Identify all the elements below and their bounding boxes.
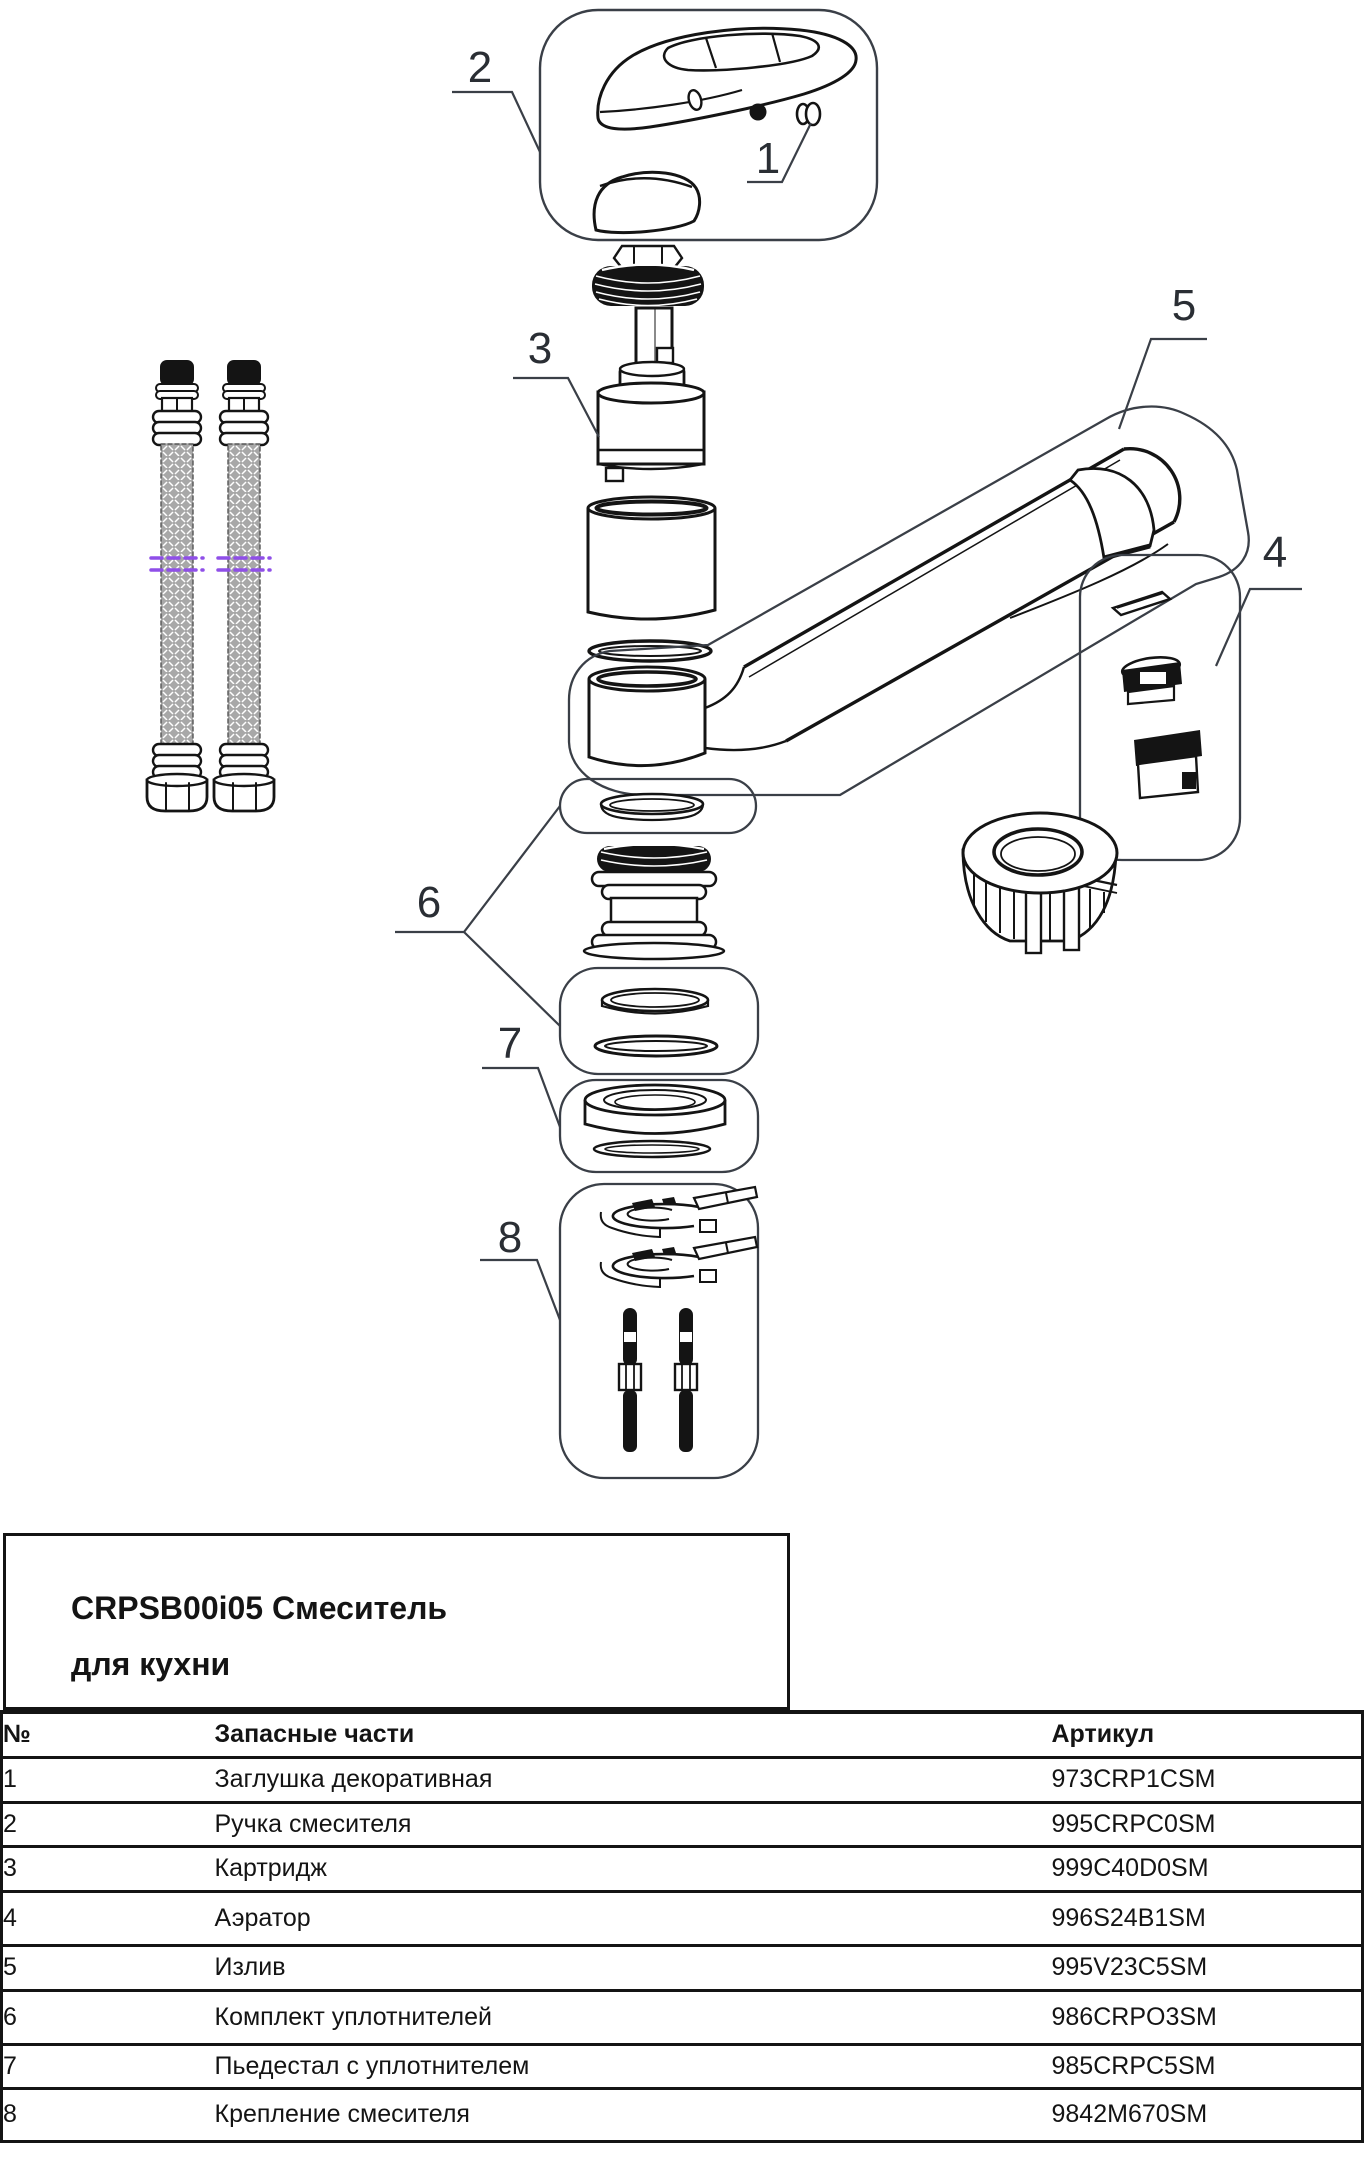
callout-7 xyxy=(482,1019,560,1127)
callout-6-leader xyxy=(464,932,560,1026)
callout-7-label: 7 xyxy=(497,1019,523,1068)
c-washer xyxy=(601,1237,757,1287)
part-article: 986CRPO3SM xyxy=(1051,2002,1217,2031)
part-name: Заглушка декоративная xyxy=(214,1765,493,1793)
parts-table xyxy=(0,1710,1364,2143)
spout-mouth xyxy=(1070,468,1154,558)
callout-1-label: 1 xyxy=(755,134,781,183)
mounting-stud xyxy=(675,1308,697,1452)
callout-3-label: 3 xyxy=(527,324,553,373)
callout-2-leader xyxy=(452,92,540,152)
part-name: Излив xyxy=(214,1953,286,1981)
callout-8 xyxy=(480,1213,560,1320)
callout-2-label: 2 xyxy=(467,43,493,92)
part-name: Картридж xyxy=(214,1854,327,1882)
part-article: 995CRPC0SM xyxy=(1051,1809,1216,1838)
part-article: 999C40D0SM xyxy=(1051,1854,1209,1882)
product-title-line2: для кухни xyxy=(71,1646,231,1682)
product-title-line1: CRPSB00i05 Смеситель xyxy=(71,1590,448,1626)
pedestal xyxy=(585,1085,725,1134)
body-column xyxy=(584,844,724,959)
mounting-kit-box xyxy=(560,1184,758,1478)
seal-gasket-box xyxy=(560,779,756,833)
supply-hoses xyxy=(147,360,274,811)
callout-1 xyxy=(747,123,811,183)
header-parts: Запасные части xyxy=(214,1720,415,1749)
part-name: Аэратор xyxy=(214,1903,311,1932)
part-num: 7 xyxy=(3,2051,17,2080)
cartridge-thread-ring xyxy=(592,246,704,306)
nut-fin xyxy=(1064,884,1079,950)
title-block xyxy=(3,1533,790,1710)
callout-6-label: 6 xyxy=(416,878,442,927)
part-name: Пьедестал с уплотнителем xyxy=(214,2051,530,2080)
part-name: Крепление смесителя xyxy=(214,2100,470,2128)
part-num: 1 xyxy=(3,1765,17,1793)
spout-body xyxy=(589,667,705,766)
callout-8-label: 8 xyxy=(497,1213,523,1262)
callout-5-label: 5 xyxy=(1171,281,1197,330)
aerator-parts xyxy=(1113,592,1202,798)
part-num: 8 xyxy=(3,2100,17,2128)
spout-tube xyxy=(705,449,1180,750)
callout-3-leader xyxy=(513,378,599,437)
cartridge xyxy=(598,308,704,481)
decorative-plug xyxy=(797,103,820,125)
table-row xyxy=(2,1802,1363,1846)
callout-4 xyxy=(1216,528,1302,666)
flat-gasket xyxy=(601,794,703,820)
hose xyxy=(147,360,207,811)
callout-3 xyxy=(513,324,599,437)
seal-disc xyxy=(602,989,708,1014)
part-article: 996S24B1SM xyxy=(1051,1903,1206,1932)
part-name: Ручка смесителя xyxy=(214,1809,412,1838)
table-row xyxy=(2,1891,1363,1945)
callout-7-leader xyxy=(482,1068,560,1127)
header-article: Артикул xyxy=(1051,1720,1155,1749)
part-article: 995V23C5SM xyxy=(1051,1953,1208,1981)
mounting-stud xyxy=(619,1308,641,1452)
table-row xyxy=(2,1846,1363,1891)
table-row xyxy=(2,1757,1363,1802)
callout-2 xyxy=(452,43,540,152)
part-name: Комплект уплотнителей xyxy=(214,2002,492,2031)
set-screw xyxy=(750,104,767,121)
table-row xyxy=(2,1990,1363,2044)
table-row xyxy=(2,2044,1363,2088)
pedestal-seal xyxy=(594,1141,710,1157)
table-header-row xyxy=(2,1712,1363,1757)
callout-4-label: 4 xyxy=(1262,528,1288,577)
callout-4-leader xyxy=(1216,589,1302,666)
callout-5-leader xyxy=(1119,339,1207,429)
mounting-nut xyxy=(963,813,1117,953)
hose xyxy=(214,360,274,811)
callout-8-leader xyxy=(480,1260,560,1320)
part-num: 2 xyxy=(3,1809,17,1838)
cartridge-cover xyxy=(588,497,715,619)
part-article: 985CRPC5SM xyxy=(1051,2051,1216,2080)
part-num: 3 xyxy=(3,1854,17,1882)
seal-kit-box xyxy=(560,968,758,1074)
part-article: 9842M670SM xyxy=(1051,2100,1208,2128)
handle-drawing xyxy=(594,28,856,232)
aerator-box xyxy=(1080,555,1240,860)
part-num: 6 xyxy=(3,2002,17,2031)
handle-assembly-box xyxy=(540,10,877,240)
part-num: 5 xyxy=(3,1953,17,1981)
table-row xyxy=(2,2088,1363,2141)
handle-base-dome xyxy=(594,172,700,232)
c-washer xyxy=(601,1187,757,1237)
table-row xyxy=(2,1945,1363,1990)
header-num: № xyxy=(3,1720,31,1749)
callout-6 xyxy=(395,806,560,1026)
part-article: 973CRP1CSM xyxy=(1051,1765,1216,1793)
pedestal-box xyxy=(560,1080,758,1172)
seal-o-ring xyxy=(595,1036,717,1056)
part-num: 4 xyxy=(3,1903,17,1932)
